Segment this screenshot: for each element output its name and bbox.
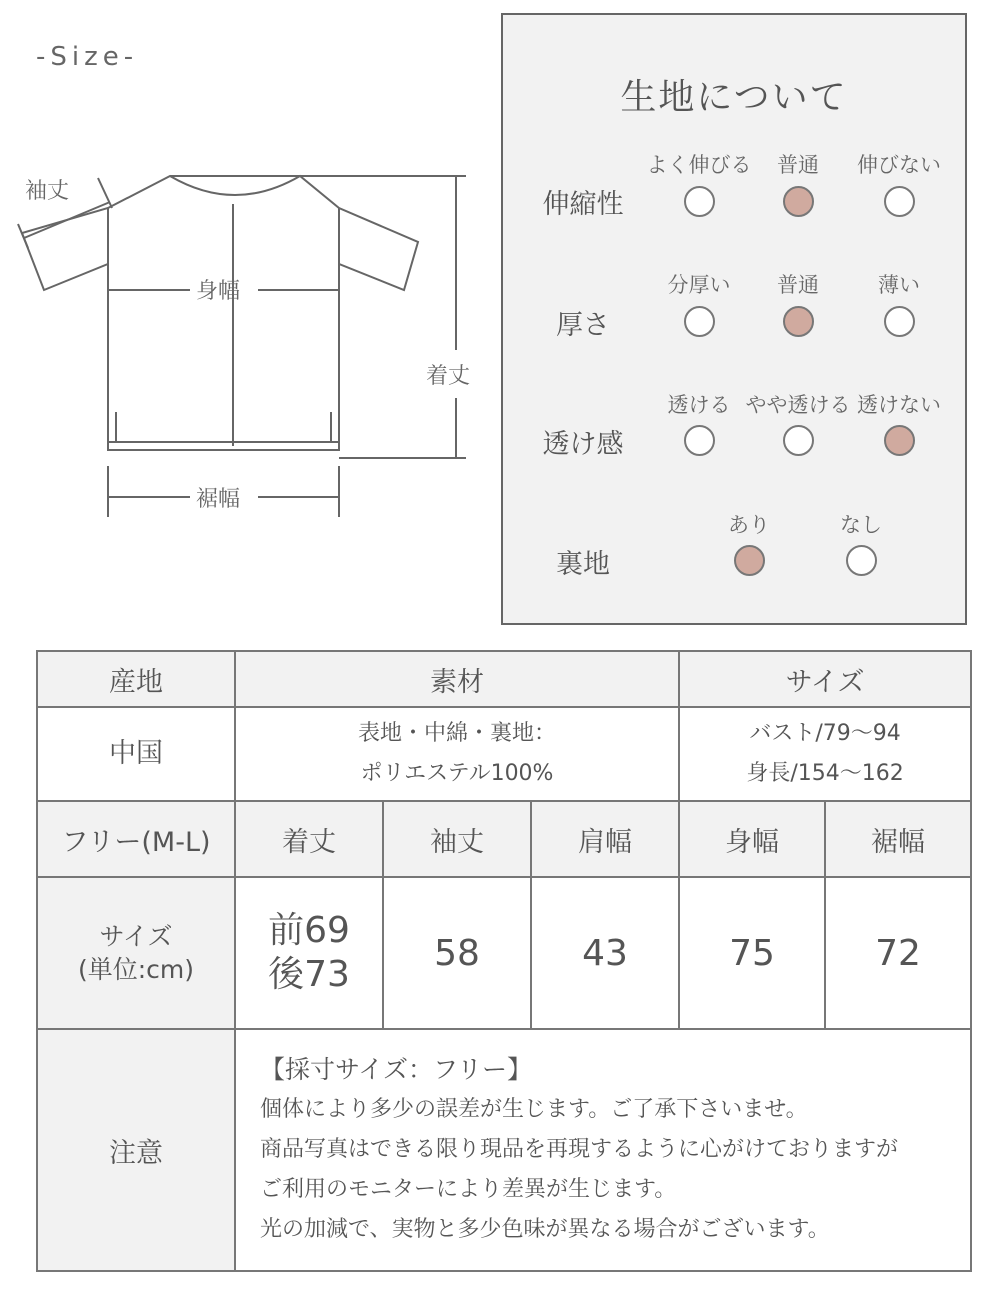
notes-content — [235, 1029, 971, 1271]
sheerness-label: 透け感 — [542, 429, 624, 460]
thickness-radio-thin — [884, 306, 915, 337]
sleeve-value: 58 — [383, 877, 531, 1029]
body-width-label: 身幅 — [196, 279, 241, 304]
fabric-title: 生地について — [620, 77, 848, 118]
length-value: 前69 後73 — [235, 877, 383, 1029]
stretch-label: 伸縮性 — [542, 189, 624, 220]
info-header-row — [37, 651, 971, 707]
note-line: 商品写真はできる限り現品を再現するように心がけておりますが — [260, 1137, 899, 1162]
sheerness-radio-sheer — [684, 425, 715, 456]
thickness-option-thick: 分厚い — [667, 273, 731, 297]
sheerness-option-none: 透けない — [857, 393, 941, 417]
thickness-radio-thick — [684, 306, 715, 337]
stretch-radio-high — [684, 186, 715, 217]
stretch-option-high: よく伸びる — [646, 153, 752, 177]
hem-header: 裾幅 — [825, 801, 971, 877]
lining-label: 裏地 — [556, 549, 610, 580]
note-line: ご利用のモニターにより差異が生じます。 — [260, 1177, 677, 1202]
origin-header: 産地 — [37, 651, 235, 707]
stretch-radio-none — [884, 186, 915, 217]
measure-row — [37, 877, 971, 1029]
stretch-option-normal: 普通 — [777, 153, 819, 177]
thickness-radio-normal — [783, 306, 814, 337]
body-header: 身幅 — [679, 801, 825, 877]
note-line: 個体により多少の誤差が生じます。ご了承下さいませ。 — [260, 1097, 808, 1122]
size-name: フリー(M-L) — [37, 801, 235, 877]
note-line: 光の加減で、実物と多少色味が異なる場合がございます。 — [260, 1217, 830, 1242]
length-label: 着丈 — [426, 364, 471, 389]
garment-diagram — [0, 150, 500, 530]
body-value: 75 — [679, 877, 825, 1029]
length-header: 着丈 — [235, 801, 383, 877]
size-heading: -Size- — [36, 42, 139, 72]
size-header: サイズ — [679, 651, 971, 707]
measure-header-row — [37, 801, 971, 877]
hem-value: 72 — [825, 877, 971, 1029]
sheerness-option-slight: やや透ける — [745, 393, 851, 417]
hem-width-label: 裾幅 — [196, 487, 241, 512]
notes-label: 注意 — [37, 1029, 235, 1271]
spec-table — [36, 650, 972, 1272]
fabric-panel — [501, 13, 967, 625]
notes-row — [37, 1029, 971, 1271]
lining-option-no: なし — [840, 513, 882, 537]
thickness-label: 厚さ — [556, 310, 610, 341]
origin-value: 中国 — [37, 707, 235, 801]
info-row — [37, 707, 971, 801]
shoulder-value: 43 — [531, 877, 679, 1029]
size-value: バスト/79〜94 身長/154〜162 — [679, 707, 971, 801]
sleeve-header: 袖丈 — [383, 801, 531, 877]
material-value: 表地・中綿・裏地： ポリエステル100% — [235, 707, 679, 801]
sleeve-length-label: 袖丈 — [25, 179, 70, 204]
shoulder-header: 肩幅 — [531, 801, 679, 877]
lining-radio-yes — [734, 545, 765, 576]
sheerness-radio-slight — [783, 425, 814, 456]
lining-option-yes: あり — [728, 513, 770, 537]
lining-radio-no — [846, 545, 877, 576]
sheerness-radio-none — [884, 425, 915, 456]
garment-outline — [22, 176, 418, 450]
notes-title: 【採寸サイズ：フリー】 — [260, 1055, 533, 1084]
sheerness-option-sheer: 透ける — [667, 393, 731, 417]
size-unit-label: サイズ (単位:cm) — [37, 877, 235, 1029]
stretch-option-none: 伸びない — [857, 153, 941, 177]
thickness-option-thin: 薄い — [878, 273, 920, 297]
stretch-radio-normal — [783, 186, 814, 217]
material-header: 素材 — [235, 651, 679, 707]
thickness-option-normal: 普通 — [777, 273, 819, 297]
